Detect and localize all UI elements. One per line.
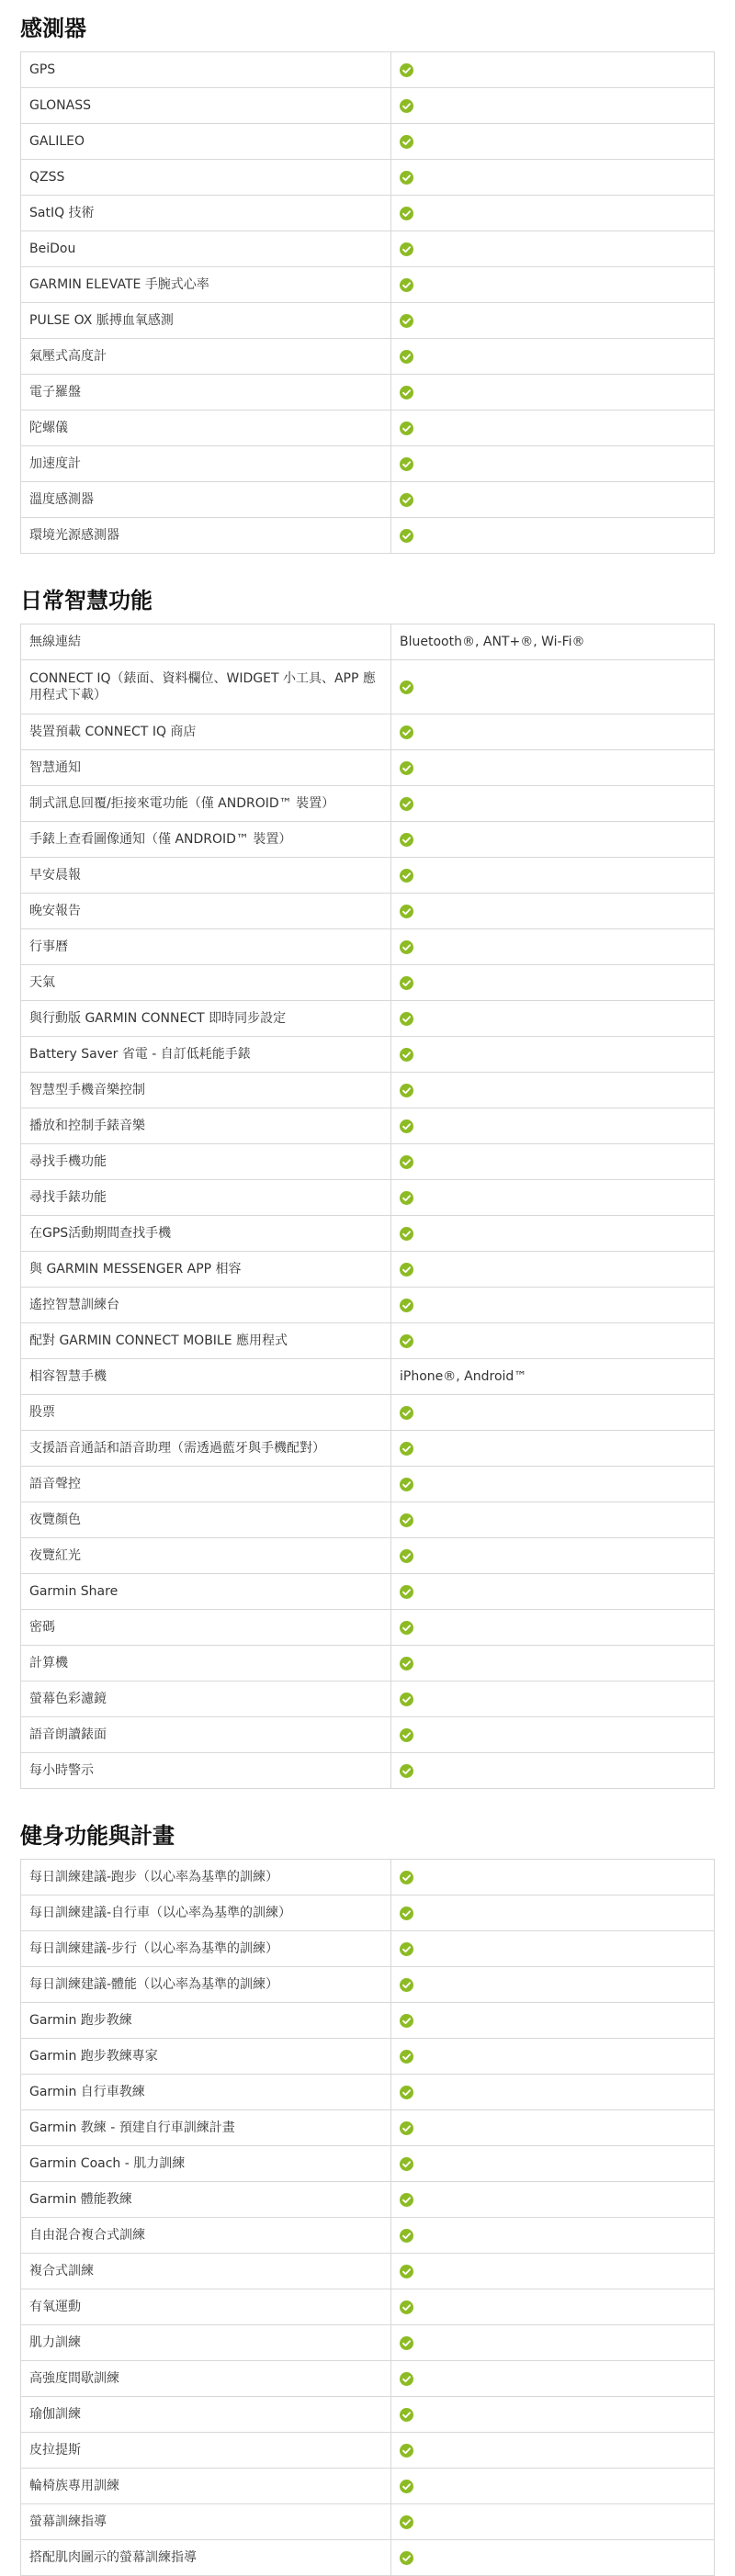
table-row [21,231,715,267]
feature-value [391,1073,715,1108]
check-circle-icon [400,350,413,364]
feature-name: 氣壓式高度計 [21,339,391,375]
feature-name: 有氧運動 [21,2289,391,2325]
feature-name: 每日訓練建議-步行（以心率為基準的訓練） [21,1931,391,1967]
table-row [21,714,715,750]
check-circle-icon [400,2014,413,2028]
table-row [21,1288,715,1323]
table-row [21,2254,715,2289]
feature-value [391,231,715,267]
table-row [21,660,715,714]
check-circle-icon [400,1942,413,1956]
feature-name: 加速度計 [21,446,391,482]
table-row [21,2039,715,2075]
check-circle-icon [400,171,413,185]
spec-table [20,1859,715,2576]
table-row [21,1682,715,1717]
check-circle-icon [400,1155,413,1169]
feature-value [391,2433,715,2469]
table-row [21,1216,715,1252]
check-circle-icon [400,207,413,220]
table-row [21,1753,715,1789]
table-row [21,2540,715,2576]
feature-name: 無線連結 [21,624,391,660]
feature-value [391,1538,715,1574]
feature-value [391,1895,715,1931]
feature-value [391,267,715,303]
table-row [21,267,715,303]
feature-name: 尋找手機功能 [21,1144,391,1180]
feature-name: 瑜伽訓練 [21,2397,391,2433]
check-circle-icon [400,2444,413,2458]
table-row [21,1931,715,1967]
check-circle-icon [400,797,413,811]
feature-value [391,1467,715,1502]
table-row [21,196,715,231]
check-circle-icon [400,1549,413,1563]
feature-value [391,1502,715,1538]
table-row [21,1359,715,1395]
check-circle-icon [400,1263,413,1277]
feature-value [391,1108,715,1144]
table-row [21,1431,715,1467]
spec-table [20,624,715,1789]
table-row [21,446,715,482]
feature-name: 配對 GARMIN CONNECT MOBILE 應用程式 [21,1323,391,1359]
table-row [21,2110,715,2146]
feature-value [391,339,715,375]
check-circle-icon [400,726,413,739]
feature-name: 行事曆 [21,929,391,965]
feature-value [391,1288,715,1323]
check-circle-icon [400,386,413,399]
feature-name: 計算機 [21,1646,391,1682]
feature-value [391,2361,715,2397]
feature-value [391,2289,715,2325]
feature-value [391,375,715,411]
table-row [21,1538,715,1574]
feature-name: 與行動版 GARMIN CONNECT 即時同步設定 [21,1001,391,1037]
check-circle-icon [400,1657,413,1670]
feature-name: Battery Saver 省電 - 自訂低耗能手錶 [21,1037,391,1073]
table-row [21,822,715,858]
check-circle-icon [400,1871,413,1884]
feature-name: 溫度感測器 [21,482,391,518]
check-circle-icon [400,833,413,847]
table-row [21,303,715,339]
check-circle-icon [400,940,413,954]
table-row [21,2218,715,2254]
check-circle-icon [400,1048,413,1062]
feature-name: 陀螺儀 [21,411,391,446]
table-row [21,2397,715,2433]
table-row [21,2075,715,2110]
section-title: 健身功能與計畫 [20,1823,175,1849]
feature-value [391,1574,715,1610]
feature-value [391,124,715,160]
check-circle-icon [400,493,413,507]
table-row [21,411,715,446]
feature-name: GALILEO [21,124,391,160]
section-title: 感測器 [20,16,86,41]
check-circle-icon [400,2193,413,2207]
table-row [21,482,715,518]
check-circle-icon [400,976,413,990]
feature-name: 環境光源感測器 [21,518,391,554]
spec-sections [20,15,715,2576]
feature-value [391,1180,715,1216]
spec-section [20,15,715,554]
feature-name: BeiDou [21,231,391,267]
feature-name: 制式訊息回覆/拒接來電功能（僅 ANDROID™ 裝置） [21,786,391,822]
feature-value [391,1931,715,1967]
table-row [21,750,715,786]
check-circle-icon [400,1299,413,1312]
check-circle-icon [400,457,413,471]
feature-value [391,1037,715,1073]
feature-value [391,1646,715,1682]
feature-value [391,1610,715,1646]
feature-name: 搭配肌肉圖示的螢幕訓練指導 [21,2540,391,2576]
feature-name: PULSE OX 脈搏血氧感測 [21,303,391,339]
table-row [21,624,715,660]
feature-name: Garmin 教練 - 預建自行車訓練計畫 [21,2110,391,2146]
feature-name: GPS [21,52,391,88]
check-circle-icon [400,2551,413,2565]
feature-name: 晚安報告 [21,894,391,929]
feature-name: 智慧通知 [21,750,391,786]
check-circle-icon [400,761,413,775]
check-circle-icon [400,2336,413,2350]
table-row [21,1180,715,1216]
table-row [21,929,715,965]
check-circle-icon [400,1728,413,1742]
feature-name: 肌力訓練 [21,2325,391,2361]
check-circle-icon [400,1227,413,1241]
check-circle-icon [400,278,413,292]
check-circle-icon [400,869,413,883]
feature-value [391,1717,715,1753]
table-row [21,786,715,822]
table-row [21,518,715,554]
feature-value: iPhone®, Android™ [391,1359,715,1395]
table-row [21,2182,715,2218]
spec-section [20,1822,715,2576]
check-circle-icon [400,1978,413,1992]
feature-name: 每日訓練建議-跑步（以心率為基準的訓練） [21,1860,391,1895]
check-circle-icon [400,2480,413,2493]
feature-name: 在GPS活動期間查找手機 [21,1216,391,1252]
feature-value [391,2075,715,2110]
feature-name: 天氣 [21,965,391,1001]
feature-name: 自由混合複合式訓練 [21,2218,391,2254]
check-circle-icon [400,2265,413,2278]
check-circle-icon [400,422,413,435]
table-row [21,1860,715,1895]
feature-value [391,2469,715,2504]
table-row [21,1108,715,1144]
check-circle-icon [400,242,413,256]
check-circle-icon [400,1764,413,1778]
feature-name: 夜覽顏色 [21,1502,391,1538]
feature-name: SatIQ 技術 [21,196,391,231]
check-circle-icon [400,1119,413,1133]
check-circle-icon [400,2515,413,2529]
feature-name: 遙控智慧訓練台 [21,1288,391,1323]
table-row [21,2433,715,2469]
feature-name: 密碼 [21,1610,391,1646]
feature-value [391,1252,715,1288]
feature-name: Garmin Coach - 肌力訓練 [21,2146,391,2182]
feature-name: 語音聲控 [21,1467,391,1502]
check-circle-icon [400,314,413,328]
table-row [21,124,715,160]
feature-value [391,52,715,88]
check-circle-icon [400,2157,413,2171]
table-row [21,1467,715,1502]
feature-value [391,2039,715,2075]
check-circle-icon [400,63,413,77]
feature-name: 尋找手錶功能 [21,1180,391,1216]
table-row [21,894,715,929]
feature-value [391,518,715,554]
table-row [21,1323,715,1359]
feature-value [391,2254,715,2289]
feature-value [391,1144,715,1180]
check-circle-icon [400,681,413,694]
check-circle-icon [400,2408,413,2422]
table-row [21,1037,715,1073]
spec-section [20,587,715,1789]
feature-name: CONNECT IQ（錶面、資料欄位、WIDGET 小工具、APP 應用程式下載） [21,660,391,714]
feature-value [391,2325,715,2361]
check-circle-icon [400,529,413,543]
feature-name: 輪椅族專用訓練 [21,2469,391,2504]
table-row [21,1502,715,1538]
table-row [21,2504,715,2540]
table-row [21,52,715,88]
table-row [21,1610,715,1646]
feature-value [391,2146,715,2182]
check-circle-icon [400,1012,413,1026]
feature-name: 早安晨報 [21,858,391,894]
table-row [21,1967,715,2003]
feature-name: 智慧型手機音樂控制 [21,1073,391,1108]
feature-name: Garmin 跑步教練 [21,2003,391,2039]
feature-name: 電子羅盤 [21,375,391,411]
feature-value [391,303,715,339]
feature-name: 每小時警示 [21,1753,391,1789]
feature-value [391,411,715,446]
feature-name: GLONASS [21,88,391,124]
feature-name: Garmin Share [21,1574,391,1610]
check-circle-icon [400,1084,413,1097]
table-row [21,375,715,411]
check-circle-icon [400,2121,413,2135]
feature-value [391,786,715,822]
feature-value [391,2218,715,2254]
feature-value [391,929,715,965]
table-row [21,2361,715,2397]
check-circle-icon [400,1406,413,1420]
feature-name: 高強度間歇訓練 [21,2361,391,2397]
table-row [21,858,715,894]
feature-name: 手錶上查看圖像通知（僅 ANDROID™ 裝置） [21,822,391,858]
table-row [21,339,715,375]
check-circle-icon [400,99,413,113]
feature-value [391,660,715,714]
check-circle-icon [400,135,413,149]
feature-value [391,1395,715,1431]
table-row [21,965,715,1001]
check-circle-icon [400,2086,413,2099]
check-circle-icon [400,2372,413,2386]
table-row [21,2003,715,2039]
feature-name: Garmin 跑步教練專家 [21,2039,391,2075]
feature-value [391,482,715,518]
feature-name: Garmin 自行車教練 [21,2075,391,2110]
check-circle-icon [400,1621,413,1635]
feature-name: 裝置預載 CONNECT IQ 商店 [21,714,391,750]
feature-name: GARMIN ELEVATE 手腕式心率 [21,267,391,303]
table-row [21,160,715,196]
check-circle-icon [400,905,413,918]
spec-table [20,51,715,554]
feature-name: 相容智慧手機 [21,1359,391,1395]
feature-value [391,1001,715,1037]
feature-name: 夜覽紅光 [21,1538,391,1574]
section-title: 日常智慧功能 [20,588,153,613]
check-circle-icon [400,1693,413,1706]
feature-name: Garmin 體能教練 [21,2182,391,2218]
feature-name: 每日訓練建議-體能（以心率為基準的訓練） [21,1967,391,2003]
feature-value [391,88,715,124]
feature-value: Bluetooth®, ANT+®, Wi-Fi® [391,624,715,660]
feature-name: 支援語音通話和語音助理（需透過藍牙與手機配對） [21,1431,391,1467]
table-row [21,1895,715,1931]
feature-value [391,2110,715,2146]
table-row [21,1646,715,1682]
feature-name: 螢幕色彩濾鏡 [21,1682,391,1717]
feature-value [391,822,715,858]
feature-name: 每日訓練建議-自行車（以心率為基準的訓練） [21,1895,391,1931]
feature-name: QZSS [21,160,391,196]
feature-value [391,1753,715,1789]
table-row [21,2325,715,2361]
feature-value [391,858,715,894]
feature-value [391,446,715,482]
feature-value [391,1682,715,1717]
check-circle-icon [400,1442,413,1456]
table-row [21,2289,715,2325]
feature-value [391,894,715,929]
feature-value [391,2504,715,2540]
feature-name: 語音朗讀錶面 [21,1717,391,1753]
feature-value [391,1860,715,1895]
feature-value [391,1967,715,2003]
feature-value [391,2397,715,2433]
check-circle-icon [400,2229,413,2243]
feature-value [391,160,715,196]
table-row [21,2469,715,2504]
check-circle-icon [400,1907,413,1920]
feature-name: 股票 [21,1395,391,1431]
table-row [21,1717,715,1753]
table-row [21,1395,715,1431]
feature-value [391,1431,715,1467]
table-row [21,2146,715,2182]
feature-name: 播放和控制手錶音樂 [21,1108,391,1144]
feature-name: 皮拉提斯 [21,2433,391,2469]
check-circle-icon [400,2300,413,2314]
feature-value [391,965,715,1001]
feature-value [391,1323,715,1359]
feature-value [391,2182,715,2218]
table-row [21,1574,715,1610]
feature-value [391,750,715,786]
check-circle-icon [400,2050,413,2064]
feature-value [391,196,715,231]
table-row [21,88,715,124]
table-row [21,1252,715,1288]
check-circle-icon [400,1585,413,1599]
feature-name: 與 GARMIN MESSENGER APP 相容 [21,1252,391,1288]
feature-name: 複合式訓練 [21,2254,391,2289]
table-row [21,1144,715,1180]
feature-name: 螢幕訓練指導 [21,2504,391,2540]
feature-value [391,2003,715,2039]
check-circle-icon [400,1513,413,1527]
check-circle-icon [400,1478,413,1491]
check-circle-icon [400,1191,413,1205]
table-row [21,1073,715,1108]
table-row [21,1001,715,1037]
check-circle-icon [400,1334,413,1348]
feature-value [391,2540,715,2576]
feature-value [391,714,715,750]
feature-value [391,1216,715,1252]
